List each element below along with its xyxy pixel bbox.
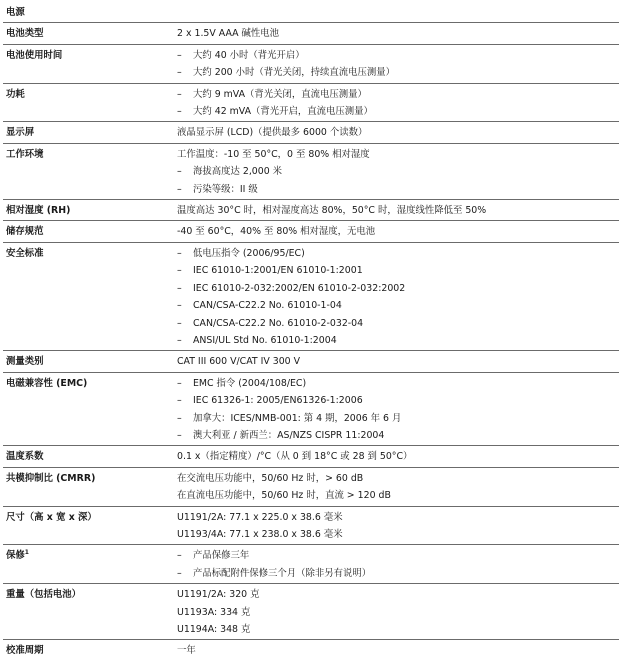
bullet-text: 加拿大：ICES/NMB-001: 第 4 期，2006 年 6 月 <box>193 412 402 424</box>
spec-value <box>174 372 619 446</box>
spec-row <box>3 467 619 506</box>
spec-value <box>174 83 619 122</box>
spec-row <box>3 351 619 372</box>
spec-value-line: 2 x 1.5V AAA 碱性电池 <box>177 28 280 40</box>
spec-label <box>3 242 174 350</box>
spec-value-line: -40 至 60°C，40% 至 80% 相对湿度，无电池 <box>177 226 376 238</box>
spec-row <box>3 545 619 584</box>
spec-value-line: U1194A: 348 克 <box>177 624 251 635</box>
bullet-text: EMC 指令 (2004/108/EC) <box>193 377 307 389</box>
spec-value <box>174 584 619 640</box>
spec-value <box>174 23 619 44</box>
bullet-item <box>177 103 619 120</box>
spec-value-line: 温度高达 30°C 时，相对湿度高达 80%，50°C 时，湿度线性降低至 50% <box>177 205 487 217</box>
spec-value-line: U1193A: 334 克 <box>177 606 251 618</box>
dash-bullet-icon: – <box>177 49 182 61</box>
spec-value-line: 在交流电压功能中，50/60 Hz 时，> 60 dB <box>177 472 364 484</box>
spec-value-line: U1193/4A: 77.1 x 238.0 x 38.6 毫米 <box>177 528 343 540</box>
spec-label-text: 电池类型 <box>6 28 44 40</box>
spec-value <box>174 143 619 199</box>
bullet-text: CAN/CSA-C22.2 No. 61010-2-032-04 <box>193 317 364 329</box>
spec-label <box>3 545 174 584</box>
dash-bullet-icon: – <box>177 395 182 407</box>
spec-row <box>3 372 619 446</box>
spec-label <box>3 143 174 199</box>
specifications-table <box>3 2 619 661</box>
bullet-text: IEC 61010-2-032:2002/EN 61010-2-032:2002 <box>193 282 406 294</box>
spec-label <box>3 2 174 23</box>
bullet-item <box>177 280 619 297</box>
bullet-item <box>177 427 619 444</box>
spec-row <box>3 446 619 467</box>
spec-value-line: 0.1 x（指定精度）/°C（从 0 到 18°C 或 28 到 50°C） <box>177 451 413 463</box>
spec-label <box>3 446 174 467</box>
spec-label-text: 电源 <box>6 7 25 18</box>
spec-row <box>3 44 619 83</box>
bullet-text: CAN/CSA-C22.2 No. 61010-1-04 <box>193 300 342 312</box>
dash-bullet-icon: – <box>177 334 182 346</box>
spec-row <box>3 242 619 350</box>
spec-label-text: 安全标准 <box>6 247 44 259</box>
spec-label-text: 重量（包括电池） <box>6 589 82 601</box>
bullet-text: IEC 61326-1: 2005/EN61326-1:2006 <box>193 395 363 407</box>
spec-label-text: 显示屏 <box>6 127 35 139</box>
spec-value <box>174 242 619 350</box>
spec-value <box>174 640 619 661</box>
dash-bullet-icon: – <box>177 377 182 389</box>
spec-row <box>3 143 619 199</box>
spec-row <box>3 23 619 44</box>
bullet-text: 海拔高度达 2,000 米 <box>193 166 283 178</box>
spec-label <box>3 506 174 545</box>
dash-bullet-icon: – <box>177 567 182 579</box>
spec-label-text: 相对湿度 (RH) <box>6 205 71 217</box>
spec-label <box>3 23 174 44</box>
spec-row <box>3 122 619 143</box>
dash-bullet-icon: – <box>177 88 182 100</box>
spec-label-text: 电磁兼容性 (EMC) <box>6 377 88 389</box>
spec-value-line: CAT III 600 V/CAT IV 300 V <box>177 356 301 368</box>
spec-label <box>3 44 174 83</box>
spec-label-text: 保修 <box>6 550 25 562</box>
spec-value <box>174 2 619 23</box>
bullet-item <box>177 245 619 262</box>
bullet-item <box>177 181 619 198</box>
bullet-item <box>177 297 619 314</box>
spec-label <box>3 122 174 143</box>
bullet-item <box>177 547 619 564</box>
bullet-item <box>177 392 619 409</box>
bullet-text: 污染等级：II 级 <box>193 183 258 195</box>
spec-value <box>174 221 619 242</box>
spec-row <box>3 584 619 640</box>
spec-label-text: 储存规范 <box>6 226 44 238</box>
dash-bullet-icon: – <box>177 412 182 424</box>
spec-label <box>3 372 174 446</box>
bullet-item <box>177 410 619 427</box>
dash-bullet-icon: – <box>177 300 182 312</box>
bullet-item <box>177 163 619 180</box>
dash-bullet-icon: – <box>177 317 182 329</box>
bullet-item <box>177 332 619 349</box>
bullet-item <box>177 315 619 332</box>
dash-bullet-icon: – <box>177 282 182 294</box>
bullet-text: 产品标配附件保修三个月（除非另有说明） <box>193 567 372 579</box>
spec-value <box>174 200 619 221</box>
spec-label-text: 温度系数 <box>6 451 44 463</box>
spec-value-line: U1191/2A: 320 克 <box>177 589 260 601</box>
dash-bullet-icon: – <box>177 247 182 259</box>
spec-value <box>174 506 619 545</box>
spec-value <box>174 446 619 467</box>
bullet-text: 大约 40 小时（背光开启） <box>193 49 305 61</box>
spec-value <box>174 467 619 506</box>
spec-row <box>3 83 619 122</box>
spec-label-text: 尺寸（高 x 宽 x 深） <box>6 511 97 523</box>
spec-label <box>3 640 174 661</box>
spec-label-text: 工作环境 <box>6 148 44 160</box>
bullet-text: 低电压指令 (2006/95/EC) <box>193 247 305 259</box>
spec-label-text: 功耗 <box>6 88 25 100</box>
spec-value <box>174 122 619 143</box>
dash-bullet-icon: – <box>177 265 182 277</box>
bullet-item <box>177 375 619 392</box>
footnote-marker: 1 <box>24 549 29 557</box>
dash-bullet-icon: – <box>177 550 182 562</box>
spec-row <box>3 2 619 23</box>
spec-row <box>3 506 619 545</box>
spec-label-text: 电池使用时间 <box>6 49 63 61</box>
spec-value <box>174 44 619 83</box>
spec-label <box>3 83 174 122</box>
spec-row <box>3 640 619 661</box>
dash-bullet-icon: – <box>177 183 182 195</box>
bullet-text: 大约 9 mVA（背光关闭，直流电压测量） <box>193 88 367 100</box>
dash-bullet-icon: – <box>177 166 182 178</box>
bullet-item <box>177 47 619 64</box>
spec-label <box>3 584 174 640</box>
specifications-body <box>3 2 619 661</box>
spec-label <box>3 221 174 242</box>
bullet-text: IEC 61010-1:2001/EN 61010-1:2001 <box>193 265 363 277</box>
bullet-item <box>177 64 619 81</box>
spec-label-text: 校准周期 <box>6 645 44 657</box>
spec-value <box>174 351 619 372</box>
spec-value-line: 在直流电压功能中，50/60 Hz 时，直流 > 120 dB <box>177 490 391 502</box>
bullet-text: ANSI/UL Std No. 61010-1:2004 <box>193 334 337 346</box>
bullet-text: 澳大利亚 / 新西兰：AS/NZS CISPR 11:2004 <box>193 429 385 441</box>
spec-row <box>3 221 619 242</box>
spec-label <box>3 467 174 506</box>
dash-bullet-icon: – <box>177 429 182 441</box>
spec-value-line: U1191/2A: 77.1 x 225.0 x 38.6 毫米 <box>177 511 343 523</box>
spec-label-text: 共模抑制比 (CMRR) <box>6 472 96 484</box>
spec-label <box>3 351 174 372</box>
spec-value <box>174 545 619 584</box>
bullet-text: 大约 42 mVA（背光开启，直流电压测量） <box>193 106 373 118</box>
dash-bullet-icon: – <box>177 106 182 118</box>
spec-value-line: 工作温度：-10 至 50°C，0 至 80% 相对湿度 <box>177 148 370 160</box>
spec-row <box>3 200 619 221</box>
spec-value-line: 液晶显示屏 (LCD)（提供最多 6000 个读数） <box>177 127 368 139</box>
bullet-item <box>177 262 619 279</box>
spec-label-text: 测量类别 <box>6 356 44 368</box>
bullet-item <box>177 565 619 582</box>
spec-label <box>3 200 174 221</box>
bullet-text: 大约 200 小时（背光关闭，持续直流电压测量） <box>193 67 395 79</box>
spec-value-line: 一年 <box>177 645 196 657</box>
bullet-item <box>177 86 619 103</box>
bullet-text: 产品保修三年 <box>193 550 250 562</box>
dash-bullet-icon: – <box>177 67 182 79</box>
